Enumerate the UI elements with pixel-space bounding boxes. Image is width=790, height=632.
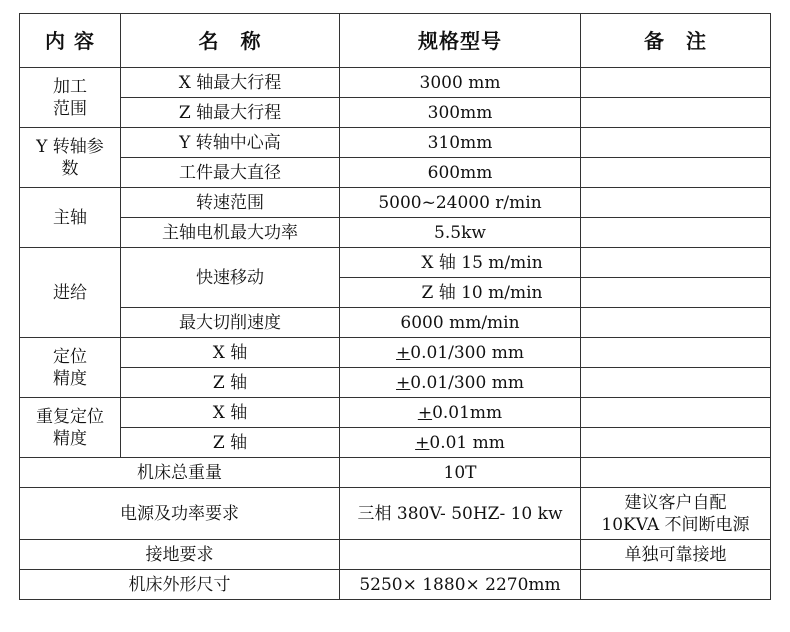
item-spec: 10T: [340, 458, 581, 488]
item-name: X 轴: [121, 338, 340, 368]
group-label-line: Y 转轴参: [36, 136, 104, 157]
item-note: [581, 338, 771, 368]
group-range: [20, 68, 121, 128]
item-name: X 轴: [121, 398, 340, 428]
table-row: [20, 570, 771, 600]
table-row: [20, 128, 771, 158]
item-name: Z 轴: [121, 368, 340, 398]
item-note: [581, 248, 771, 278]
table-row: [20, 68, 771, 98]
plus-minus-sign: +: [396, 372, 411, 393]
item-name: Y 转轴中心高: [121, 128, 340, 158]
item-spec-value: 0.01/300 mm: [410, 372, 524, 393]
item-spec: 6000 mm/min: [340, 308, 581, 338]
item-name: 机床外形尺寸: [20, 570, 340, 600]
header-content: 内 容: [20, 14, 121, 68]
note-line: 10KVA 不间断电源: [601, 514, 750, 535]
item-spec: X 轴 15 m/min: [340, 248, 581, 278]
group-label-line: 重复定位: [36, 406, 104, 427]
table-row: [20, 398, 771, 428]
item-spec: 三相 380V- 50HZ- 10 kw: [340, 488, 581, 540]
item-note: [581, 398, 771, 428]
group-yaxis: [20, 128, 121, 188]
item-spec-value: 0.01mm: [432, 402, 503, 423]
item-name: 电源及功率要求: [20, 488, 340, 540]
item-spec: [340, 428, 581, 458]
table-row: [20, 338, 771, 368]
item-spec: [340, 368, 581, 398]
table-row: [20, 98, 771, 128]
item-name: 转速范围: [121, 188, 340, 218]
item-spec: [340, 540, 581, 570]
item-name: 接地要求: [20, 540, 340, 570]
item-note: 单独可靠接地: [581, 540, 771, 570]
plus-minus-sign: +: [396, 342, 411, 363]
item-spec: 5.5kw: [340, 218, 581, 248]
item-note: [581, 98, 771, 128]
item-name: 工件最大直径: [121, 158, 340, 188]
item-spec: [340, 398, 581, 428]
item-note: [581, 458, 771, 488]
item-note: [581, 128, 771, 158]
header-name: 名 称: [121, 14, 340, 68]
group-label-line: 数: [61, 158, 79, 179]
table-row: [20, 218, 771, 248]
item-note: [581, 218, 771, 248]
item-name: 最大切削速度: [121, 308, 340, 338]
item-note: [581, 308, 771, 338]
table-row: [20, 368, 771, 398]
plus-minus-sign: +: [417, 402, 433, 423]
plus-minus-sign: +: [415, 432, 430, 453]
table-row: [20, 188, 771, 218]
group-positioning: [20, 338, 121, 398]
group-label-line: 加工: [53, 76, 87, 97]
table-row: [20, 158, 771, 188]
group-repeat-positioning: [20, 398, 121, 458]
item-spec-value: 0.01 mm: [429, 432, 505, 453]
item-spec-value: 0.01/300 mm: [410, 342, 524, 363]
item-name: Z 轴最大行程: [121, 98, 340, 128]
item-note: [581, 188, 771, 218]
table-row: [20, 488, 771, 540]
item-spec: 3000 mm: [340, 68, 581, 98]
group-label-line: 精度: [53, 428, 87, 449]
item-note: [581, 68, 771, 98]
item-spec: 5250× 1880× 2270mm: [340, 570, 581, 600]
table-row: [20, 248, 771, 278]
table-row: [20, 428, 771, 458]
item-note: [581, 570, 771, 600]
header-row: [20, 14, 771, 68]
item-name: 机床总重量: [20, 458, 340, 488]
item-note: [581, 488, 771, 540]
group-feed: 进给: [20, 248, 121, 338]
group-spindle: 主轴: [20, 188, 121, 248]
header-spec: 规格型号: [340, 14, 581, 68]
item-name: Z 轴: [121, 428, 340, 458]
item-note: [581, 428, 771, 458]
table-row: [20, 458, 771, 488]
header-note: 备 注: [581, 14, 771, 68]
item-spec: [340, 338, 581, 368]
group-label-line: 定位: [53, 346, 87, 367]
item-spec: 600mm: [340, 158, 581, 188]
item-spec: Z 轴 10 m/min: [340, 278, 581, 308]
item-spec: 5000~24000 r/min: [340, 188, 581, 218]
spec-table: [19, 13, 771, 600]
table-row: [20, 308, 771, 338]
item-note: [581, 278, 771, 308]
item-note: [581, 368, 771, 398]
item-name: 主轴电机最大功率: [121, 218, 340, 248]
item-name: X 轴最大行程: [121, 68, 340, 98]
item-spec: 310mm: [340, 128, 581, 158]
item-spec: 300mm: [340, 98, 581, 128]
note-line: 建议客户自配: [624, 492, 727, 513]
item-note: [581, 158, 771, 188]
group-label-line: 精度: [53, 368, 87, 389]
table-row: [20, 540, 771, 570]
item-name: 快速移动: [121, 248, 340, 308]
group-label-line: 范围: [53, 98, 87, 119]
